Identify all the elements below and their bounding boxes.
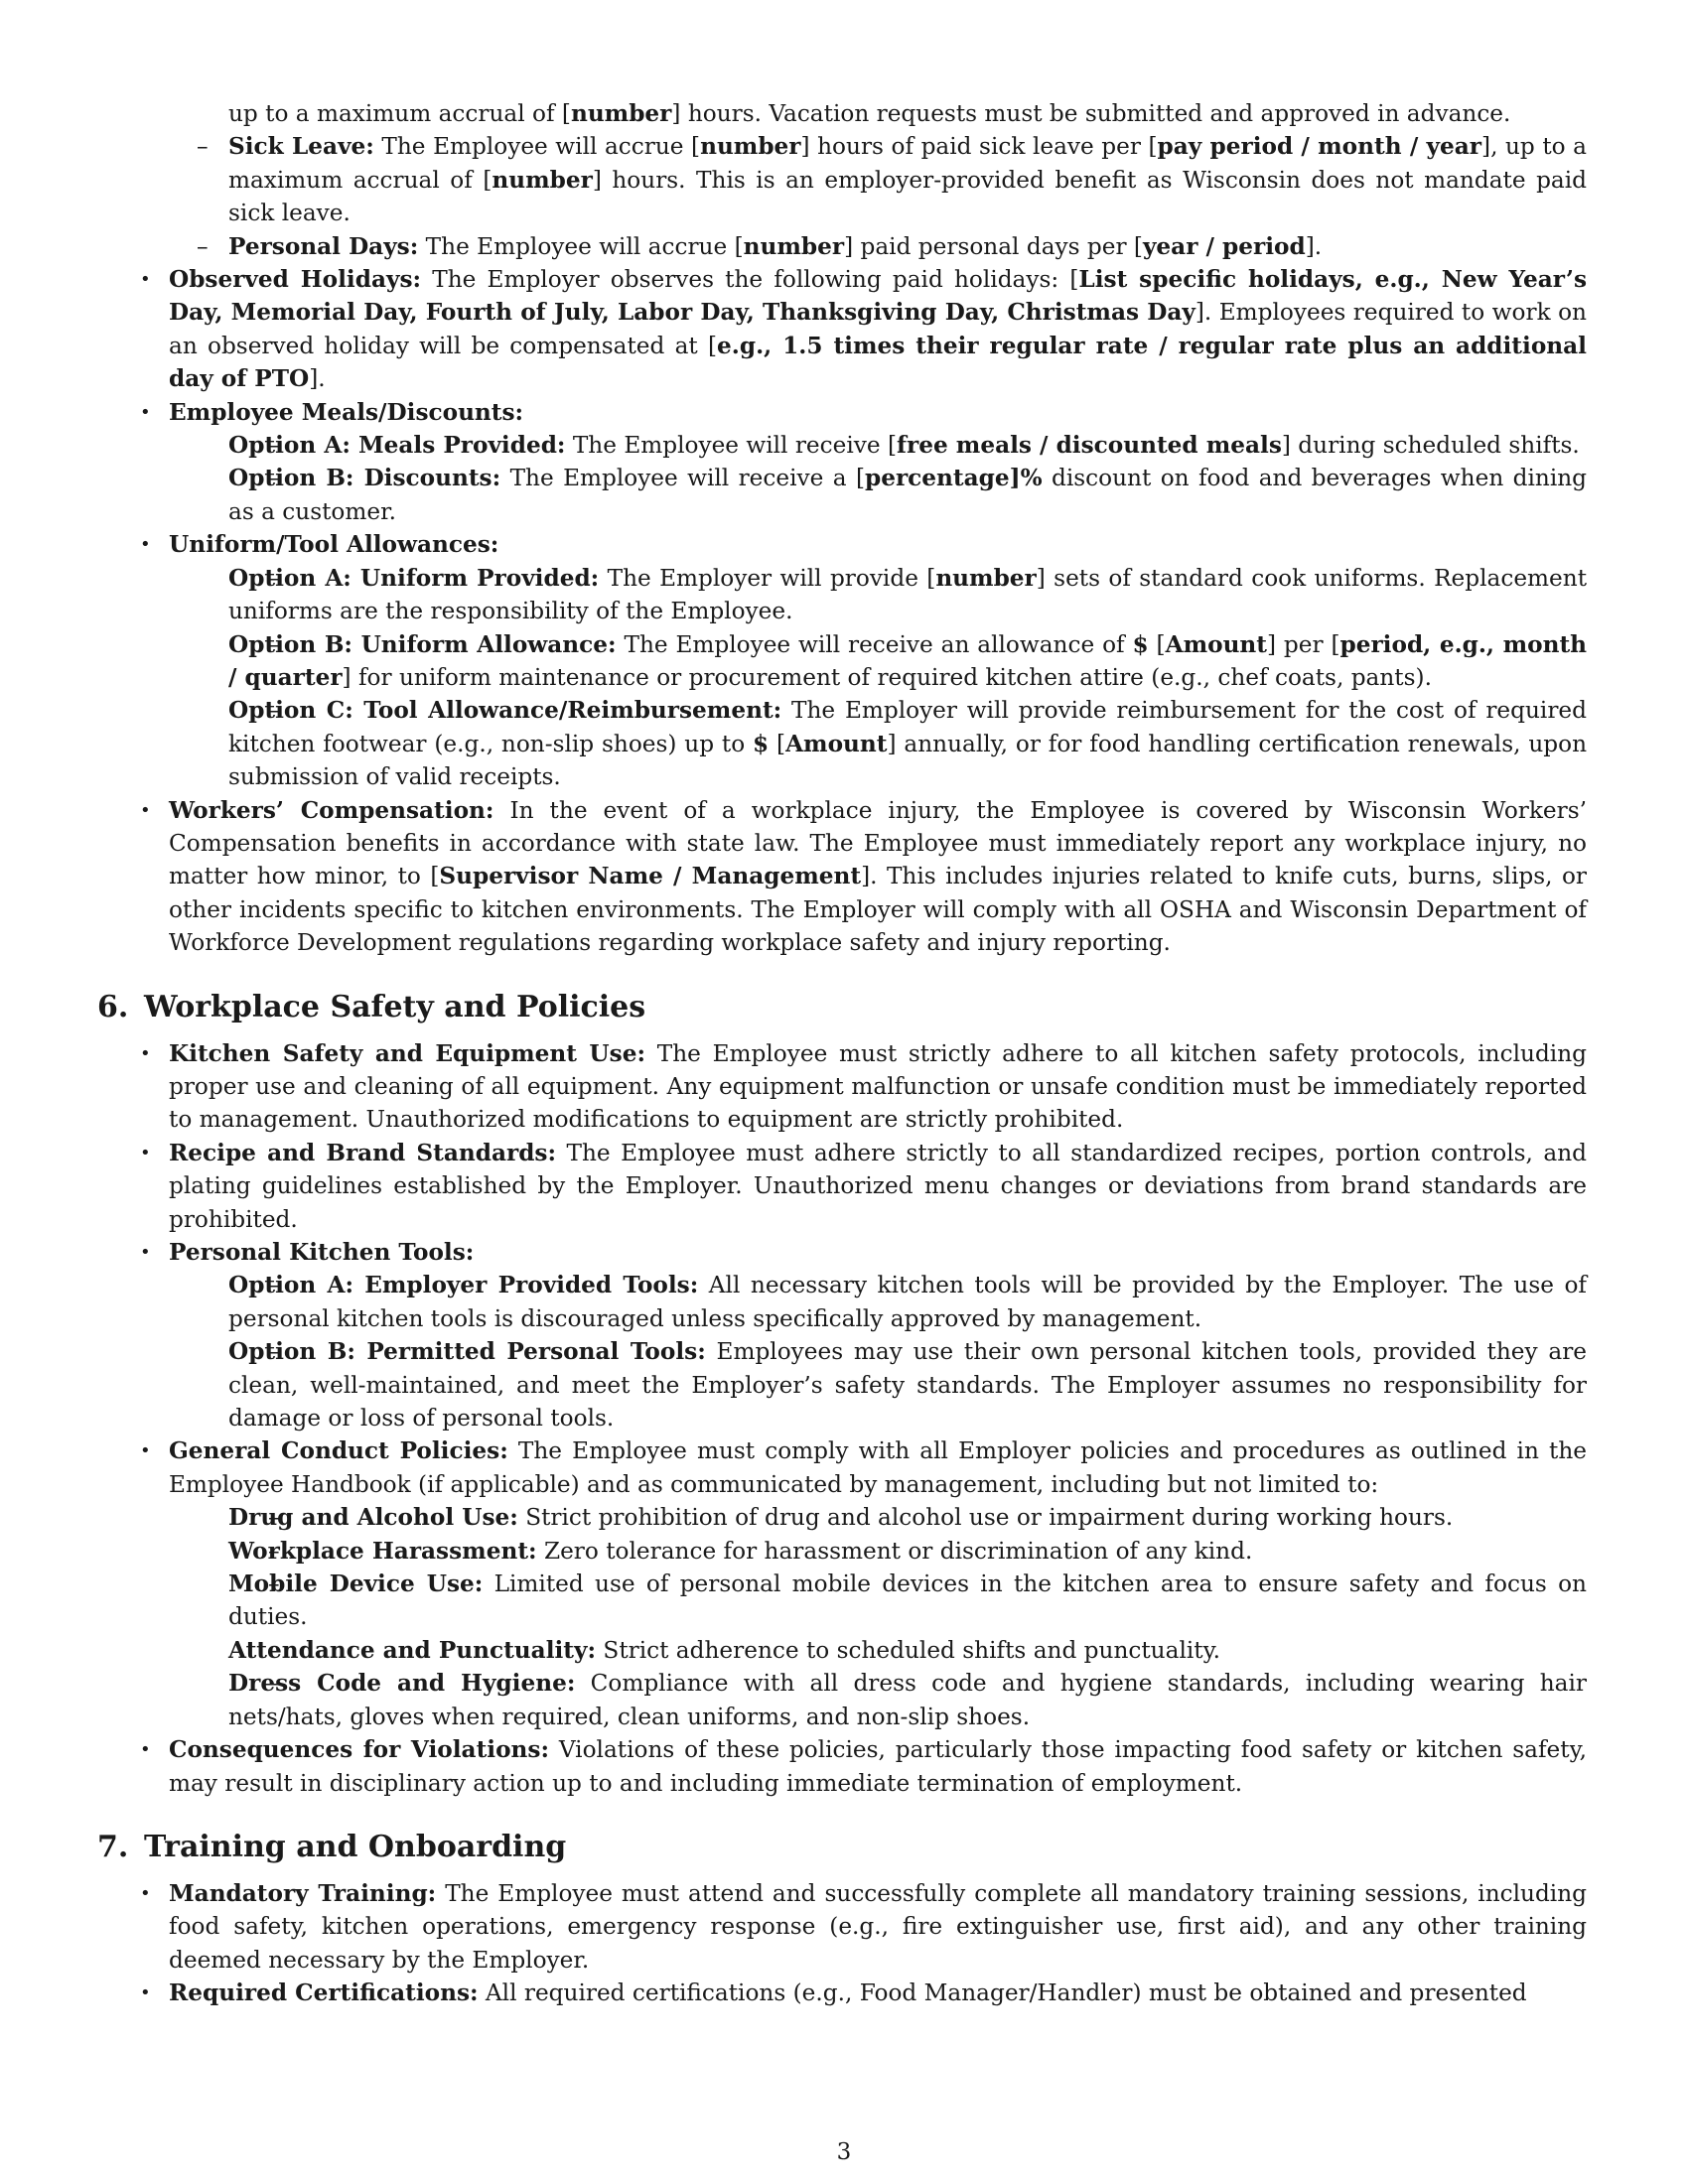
kitchen-safety-item: [97, 1037, 1587, 1137]
text: The Employer observes the following paid holidays: [: [421, 266, 1079, 294]
personal-tools-item: [97, 1236, 1587, 1434]
text: Employees may use their own personal kitchen tools, provided they are clean, well-maintained, and meet the Employer’s safety standards. The Employer assumes no responsibility for damage or loss of personal tools.: [228, 1338, 1587, 1433]
item-label: Required Certifications:: [169, 1979, 479, 2007]
text: The Employee will receive [: [565, 432, 898, 460]
placeholder: e.g., 1.5 times their regular rate / regular rate plus an additional day of PTO: [169, 332, 1587, 393]
option-label: Option B: Uniform Allowance:: [228, 630, 617, 658]
text: ] during scheduled shifts.: [1281, 432, 1580, 460]
text: ] sets of standard cook uniforms. Replacement uniforms are the responsibility of the Employee.: [228, 564, 1588, 625]
workers-comp-item: [97, 794, 1587, 960]
tools-options: [169, 1269, 1587, 1434]
text: Zero tolerance for harassment or discrimination of any kind.: [536, 1537, 1253, 1565]
placeholder: Supervisor Name / Management: [439, 863, 862, 890]
text: ].: [309, 365, 326, 393]
item-label: Sick Leave:: [228, 133, 374, 161]
required-certifications-item: [97, 1977, 1587, 2009]
section-7-list: [97, 1877, 1587, 2010]
section-7-heading: [97, 1828, 1587, 1867]
benefits-list: [97, 97, 1587, 130]
option-label: Attendance and Punctuality:: [228, 1636, 597, 1664]
text: ]. This includes injuries related to knife cuts, burns, slips, or other incidents specific to kitchen environments. The Employer will comply with all OSHA and Wisconsin Department of Workforce Development regulations regarding workplace safety and injury reporting.: [169, 863, 1587, 957]
item-label: Mandatory Training:: [169, 1879, 437, 1907]
uniform-option-a: [169, 562, 1587, 628]
placeholder: Amount: [785, 730, 888, 757]
conduct-dress-code: [169, 1667, 1587, 1733]
item-label: Uniform/Tool Allowances:: [169, 531, 499, 559]
text: Strict prohibition of drug and alcohol use or impairment during working hours.: [517, 1504, 1454, 1532]
text: Violations of these policies, particularly those impacting food safety or kitchen safety, may result in disciplinary action up to and including immediate termination of employment.: [169, 1736, 1587, 1797]
text: Compliance with all dress code and hygiene standards, including wearing hair nets/hats, gloves when required, clean uniforms, and non-slip shoes.: [228, 1670, 1587, 1730]
text: All required certifications (e.g., Food Manager/Handler) must be obtained and presented: [478, 1979, 1527, 2007]
section-title: Training and Onboarding: [144, 1829, 567, 1864]
option-label: Option A: Employer Provided Tools:: [228, 1272, 699, 1299]
text: ], up to a maximum accrual of [: [228, 133, 1587, 194]
option-label: Option C: Tool Allowance/Reimbursement:: [228, 697, 782, 725]
text: In the event of a workplace injury, the Employee is covered by Wisconsin Workers’ Compensation benefits in accordance with state law. The Employee must immediately report any workplace injury, no matter how minor, to [: [169, 796, 1588, 890]
item-label: General Conduct Policies:: [169, 1437, 508, 1465]
observed-holidays-item: [97, 263, 1587, 396]
conduct-drug-alcohol: [169, 1501, 1587, 1534]
text: ] paid personal days per [: [844, 232, 1143, 260]
meals-option-b: [169, 462, 1587, 528]
placeholder: percentage: [865, 465, 1010, 492]
consequences-item: [97, 1733, 1587, 1800]
placeholder: number: [570, 100, 672, 127]
text: ] hours. This is an employer-provided benefit as Wisconsin does not mandate paid sick leave.: [228, 166, 1587, 227]
item-label: Employee Meals/Discounts:: [169, 398, 524, 426]
section-6-heading: [97, 988, 1587, 1027]
item-label: Personal Days:: [228, 232, 419, 260]
section-6-list: [97, 1037, 1587, 1800]
conduct-policies-item: [97, 1434, 1587, 1733]
placeholder: year / period: [1142, 232, 1306, 260]
document-body: [97, 97, 1587, 2010]
text: The Employee must attend and successfully complete all mandatory training sessions, including food safety, kitchen operations, emergency response (e.g., fire extinguisher use, first aid), and any other training deemed necessary by the Employer.: [169, 1879, 1587, 1974]
tools-option-b: [169, 1335, 1587, 1434]
benefits-bullets: [97, 263, 1587, 960]
item-label: Kitchen Safety and Equipment Use:: [169, 1039, 646, 1067]
conduct-harassment: [169, 1535, 1587, 1568]
option-label: Drug and Alcohol Use:: [228, 1504, 518, 1532]
text: ] for uniform maintenance or procurement of required kitchen attire (e.g., chef coats, pants).: [342, 663, 1432, 691]
text: Limited use of personal mobile devices in the kitchen area to ensure safety and focus on duties.: [228, 1570, 1587, 1631]
meals-item: [97, 396, 1587, 529]
placeholder: period, e.g., month / quarter: [228, 630, 1588, 691]
uniform-item: [97, 528, 1587, 793]
text: ] hours of paid sick leave per [: [800, 133, 1158, 161]
option-label: Option A: Uniform Provided:: [228, 564, 600, 592]
conduct-mobile-device: [169, 1568, 1587, 1634]
placeholder: pay period / month / year: [1157, 133, 1482, 161]
placeholder: free meals / discounted meals: [897, 432, 1282, 460]
text: [: [1148, 630, 1166, 658]
text: The Employee will accrue [: [373, 133, 701, 161]
text: ]. Employees required to work on an observed holiday will be compensated at [: [169, 299, 1587, 359]
meals-option-a: [169, 429, 1587, 462]
option-label: Workplace Harassment:: [228, 1537, 537, 1565]
text: up to a maximum accrual of [: [228, 100, 571, 127]
text: The Employee will accrue [: [418, 232, 744, 260]
option-label: Mobile Device Use:: [228, 1570, 484, 1598]
text: ] per [: [1267, 630, 1340, 658]
mandatory-training-item: [97, 1877, 1587, 1977]
conduct-subitems: [169, 1501, 1587, 1733]
text: The Employer will provide reimbursement for the cost of required kitchen footwear (e.g., non-slip shoes) up to: [228, 697, 1587, 757]
conduct-attendance: [169, 1634, 1587, 1667]
tools-option-a: [169, 1269, 1587, 1335]
vacation-continuation: [97, 97, 1587, 130]
text: Strict adherence to scheduled shifts and punctuality.: [596, 1636, 1220, 1664]
option-label: Option B: Discounts:: [228, 465, 501, 492]
sick-leave-item: [97, 130, 1587, 229]
placeholder: ]%: [1009, 465, 1043, 492]
section-number: 6.: [97, 989, 129, 1024]
option-label: Option A: Meals Provided:: [228, 432, 566, 460]
recipe-standards-item: [97, 1137, 1587, 1236]
option-label: Dress Code and Hygiene:: [228, 1670, 576, 1698]
item-label: Recipe and Brand Standards:: [169, 1139, 557, 1166]
text: ] annually, or for food handling certification renewals, upon submission of valid receipts.: [228, 730, 1588, 791]
text: The Employer will provide [: [599, 564, 936, 592]
placeholder: Amount: [1165, 630, 1267, 658]
placeholder: number: [935, 564, 1037, 592]
placeholder: $: [1132, 630, 1149, 658]
item-label: Workers’ Compensation:: [169, 796, 494, 824]
text: discount on food and beverages when dining as a customer.: [228, 465, 1588, 525]
text: The Employee will receive an allowance of: [616, 630, 1133, 658]
section-title: Workplace Safety and Policies: [144, 989, 646, 1024]
item-label: Personal Kitchen Tools:: [169, 1239, 475, 1266]
placeholder: $: [753, 730, 770, 757]
placeholder: number: [492, 166, 593, 194]
personal-days-item: [97, 230, 1587, 263]
placeholder: List specific holidays, e.g., New Year’s Day, Memorial Day, Fourth of July, Labor Day, Thanksgiving Day, Christmas Day: [169, 266, 1587, 327]
item-label: Consequences for Violations:: [169, 1736, 550, 1764]
text: The Employee must adhere strictly to all standardized recipes, portion controls, and plating guidelines established by the Employer. Unauthorized menu changes or deviations from brand standards are prohibited.: [169, 1139, 1587, 1233]
uniform-option-c: [169, 694, 1587, 793]
text: ] hours. Vacation requests must be submitted and approved in advance.: [671, 100, 1511, 127]
meals-options: [169, 429, 1587, 528]
text: The Employee will receive a [: [500, 465, 865, 492]
item-label: Observed Holidays:: [169, 266, 422, 294]
page-number: 3: [836, 2139, 852, 2165]
text: All necessary kitchen tools will be provided by the Employer. The use of personal kitchen tools is discouraged unless specifically approved by management.: [228, 1272, 1587, 1332]
text: [: [769, 730, 786, 757]
section-number: 7.: [97, 1829, 129, 1864]
uniform-option-b: [169, 628, 1587, 695]
text: The Employee must comply with all Employer policies and procedures as outlined in the Employee Handbook (if applicable) and as communicated by management, including but not limited to:: [169, 1437, 1588, 1498]
text: The Employee must strictly adhere to all kitchen safety protocols, including proper use and cleaning of all equipment. Any equipment malfunction or unsafe condition must be immediately reported to management. Unauthorized modifications to equipment are strictly prohibited.: [169, 1039, 1587, 1134]
placeholder: number: [700, 133, 801, 161]
uniform-options: [169, 562, 1587, 794]
option-label: Option B: Permitted Personal Tools:: [228, 1338, 706, 1366]
leave-list: [97, 130, 1587, 263]
placeholder: number: [743, 232, 845, 260]
text: ].: [1305, 232, 1323, 260]
